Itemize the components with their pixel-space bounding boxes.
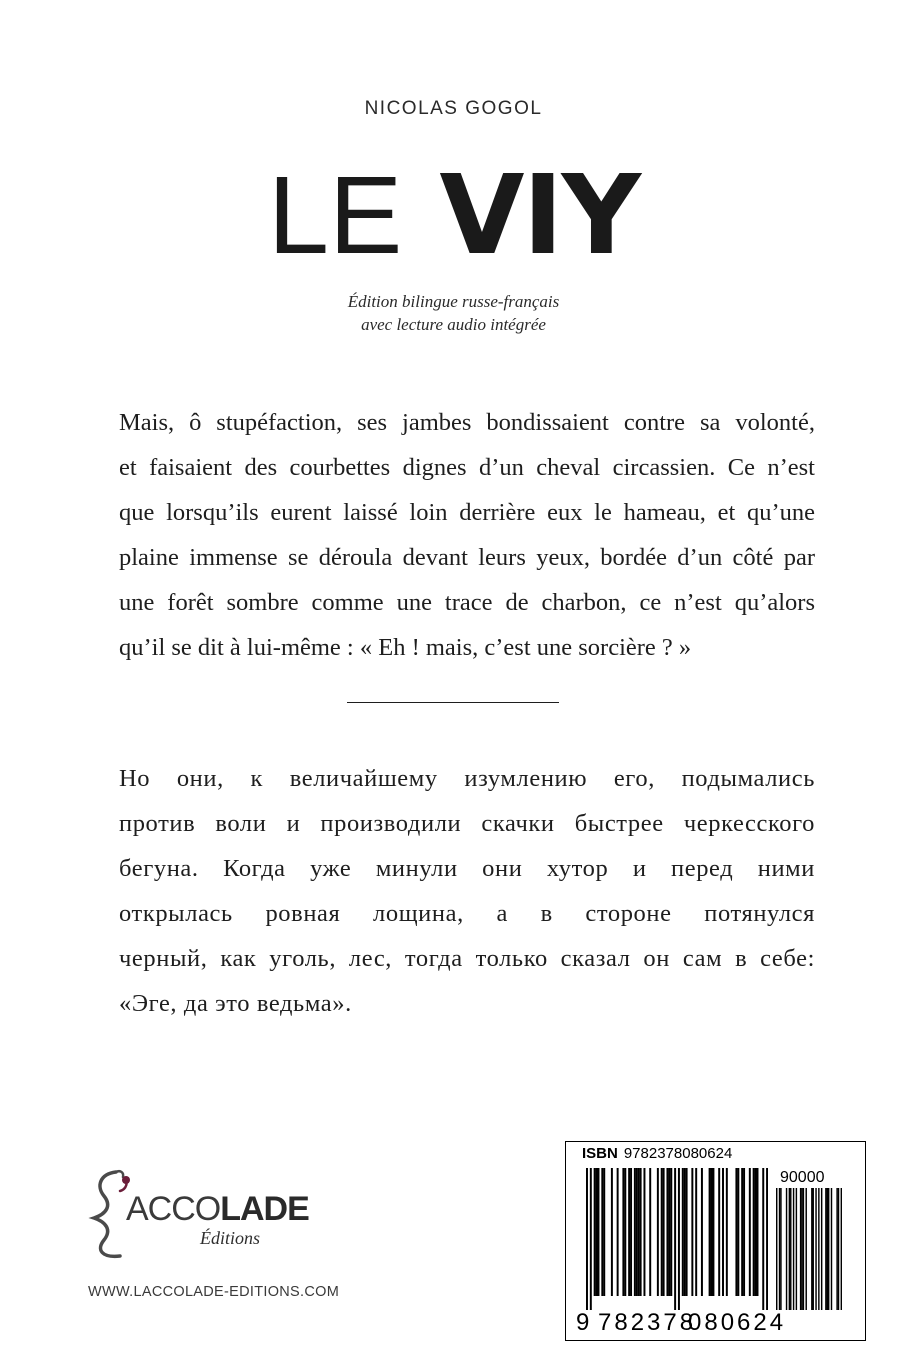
barcode-bar xyxy=(684,1168,686,1296)
author-name: NICOLAS GOGOL xyxy=(364,98,543,119)
barcode-bar xyxy=(668,1168,670,1296)
barcode-bar xyxy=(670,1168,672,1296)
excerpt-fr-line: que lorsqu’ils eurent laissé loin derrière eux le hameau, et qu’une xyxy=(119,499,815,526)
barcode-bar xyxy=(741,1168,743,1296)
barcode-bar xyxy=(701,1168,703,1296)
ean-digit-group-2: 080624 xyxy=(688,1309,787,1336)
subtitle-line-1: Édition bilingue russe-français xyxy=(347,292,560,311)
barcode-bar xyxy=(657,1168,659,1296)
barcode-bar xyxy=(711,1168,713,1296)
excerpt-fr-line: plaine immense se déroula devant leurs yeux, bordée d’un côté par xyxy=(119,544,815,571)
publisher-name-part1: ACCO xyxy=(126,1190,221,1228)
publisher-name-part2: LADE xyxy=(220,1190,309,1228)
excerpt-fr-line: Mais, ô stupéfaction, ses jambes bondissaient contre sa volonté, xyxy=(119,409,815,436)
barcode-bar xyxy=(661,1168,663,1296)
price-barcode-bar xyxy=(786,1188,787,1310)
ean-barcode-bars xyxy=(586,1168,768,1310)
barcode-bar xyxy=(663,1168,665,1296)
barcode-bar xyxy=(753,1168,755,1296)
barcode-bar xyxy=(682,1168,684,1296)
price-barcode-bar xyxy=(828,1188,829,1310)
excerpt-fr-line: et faisaient des courbettes dignes d’un cheval circassien. Ce n’est xyxy=(119,454,815,481)
excerpt-ru-line: бегуна. Когда уже минули они хутор и перед ними xyxy=(119,855,815,882)
barcode-bar xyxy=(709,1168,711,1296)
section-divider xyxy=(347,702,559,703)
barcode-bar xyxy=(757,1168,759,1296)
price-barcode-bar xyxy=(780,1188,781,1310)
barcode-bar xyxy=(762,1168,764,1310)
price-barcode-bar xyxy=(796,1188,797,1310)
price-barcode-bar xyxy=(836,1188,837,1310)
barcode-bar xyxy=(749,1168,751,1296)
barcode-bar xyxy=(737,1168,739,1296)
ean-digit-first: 9 xyxy=(576,1309,590,1336)
title-word: VIY xyxy=(439,151,640,279)
barcode-block xyxy=(565,1141,866,1341)
barcode-bar xyxy=(674,1168,676,1310)
barcode-bar xyxy=(640,1168,642,1296)
price-barcode-bar xyxy=(805,1188,806,1310)
barcode-bar xyxy=(726,1168,728,1296)
ean-digit-group-1: 782378 xyxy=(598,1309,697,1336)
barcode-bar xyxy=(712,1168,714,1296)
barcode-bar xyxy=(617,1168,619,1296)
price-barcode-bar xyxy=(831,1188,832,1310)
barcode-bar xyxy=(666,1168,668,1296)
barcode-bar xyxy=(596,1168,598,1296)
price-barcode-bar xyxy=(801,1188,802,1310)
price-barcode-bar xyxy=(818,1188,819,1310)
publisher-name xyxy=(126,1190,309,1229)
price-barcode-bar xyxy=(803,1188,804,1310)
excerpt-ru-line: открылась ровная лощина, а в стороне потянулся xyxy=(119,900,815,927)
barcode-bar xyxy=(634,1168,636,1296)
excerpt-ru-line: черный, как уголь, лес, тогда только сказал он сам в себе: xyxy=(119,945,815,972)
isbn-number: 9782378080624 xyxy=(623,1145,733,1162)
price-barcode-bar xyxy=(776,1188,777,1310)
barcode-bar xyxy=(586,1168,588,1310)
barcode-bar xyxy=(743,1168,745,1296)
isbn-label xyxy=(582,1145,732,1162)
book-title xyxy=(0,150,907,281)
barcode-bar xyxy=(643,1168,645,1296)
price-barcode-bar xyxy=(813,1188,814,1310)
barcode-bar xyxy=(611,1168,613,1296)
barcode-bar xyxy=(594,1168,596,1296)
price-barcode-bar xyxy=(815,1188,816,1310)
barcode-bar xyxy=(718,1168,720,1296)
isbn-word: ISBN xyxy=(582,1145,618,1162)
barcode-bar xyxy=(603,1168,605,1296)
price-barcode-bar xyxy=(825,1188,826,1310)
barcode-bar xyxy=(630,1168,632,1296)
barcode-bar xyxy=(638,1168,640,1296)
excerpt-ru-line: против воли и производили скачки быстрее черкесского xyxy=(119,810,815,837)
edition-subtitle xyxy=(0,290,907,336)
price-code: 90000 xyxy=(780,1169,825,1186)
barcode-bar xyxy=(624,1168,626,1296)
barcode-bar xyxy=(766,1168,768,1310)
barcode-bar xyxy=(686,1168,688,1296)
barcode-bar xyxy=(649,1168,651,1296)
price-barcode-bar xyxy=(827,1188,828,1310)
barcode-bar xyxy=(590,1168,592,1310)
price-barcode-bar xyxy=(841,1188,842,1310)
price-barcode-bar xyxy=(793,1188,794,1310)
barcode-bar xyxy=(601,1168,603,1296)
price-barcode-bar xyxy=(790,1188,791,1310)
price-barcode-bar xyxy=(811,1188,812,1310)
publisher-subtitle: Éditions xyxy=(200,1228,261,1248)
barcode-bar xyxy=(695,1168,697,1296)
barcode-bar xyxy=(636,1168,638,1296)
barcode-bar xyxy=(735,1168,737,1296)
subtitle-line-2: avec lecture audio intégrée xyxy=(361,315,546,334)
excerpt-fr-line: qu’il se dit à lui-même : « Eh ! mais, c’est une sorcière ? » xyxy=(119,634,692,661)
price-barcode-bar xyxy=(779,1188,780,1310)
excerpt-russian xyxy=(119,756,815,1026)
price-barcode-bar xyxy=(821,1188,822,1310)
price-barcode-bar xyxy=(789,1188,790,1310)
barcode-bar xyxy=(622,1168,624,1296)
price-barcode-bars xyxy=(776,1188,842,1310)
excerpt-french xyxy=(119,400,815,670)
barcode-bar xyxy=(628,1168,630,1296)
barcode-bar xyxy=(722,1168,724,1296)
title-article: LE xyxy=(267,154,403,277)
price-barcode-bar xyxy=(838,1188,839,1310)
excerpt-ru-line: «Эге, да это ведьма». xyxy=(119,990,352,1017)
barcode-bar xyxy=(597,1168,599,1296)
barcode-bar xyxy=(691,1168,693,1296)
publisher-logo xyxy=(86,1160,326,1260)
barcode-bar xyxy=(755,1168,757,1296)
excerpt-ru-line: Но они, к величайшему изумлению его, подымались xyxy=(119,765,815,792)
price-barcode-bar xyxy=(800,1188,801,1310)
barcode-bar xyxy=(678,1168,680,1310)
publisher-website[interactable]: WWW.LACCOLADE-EDITIONS.COM xyxy=(88,1284,340,1300)
excerpt-fr-line: une forêt sombre comme une trace de charbon, ce n’est qu’alors xyxy=(119,589,815,616)
